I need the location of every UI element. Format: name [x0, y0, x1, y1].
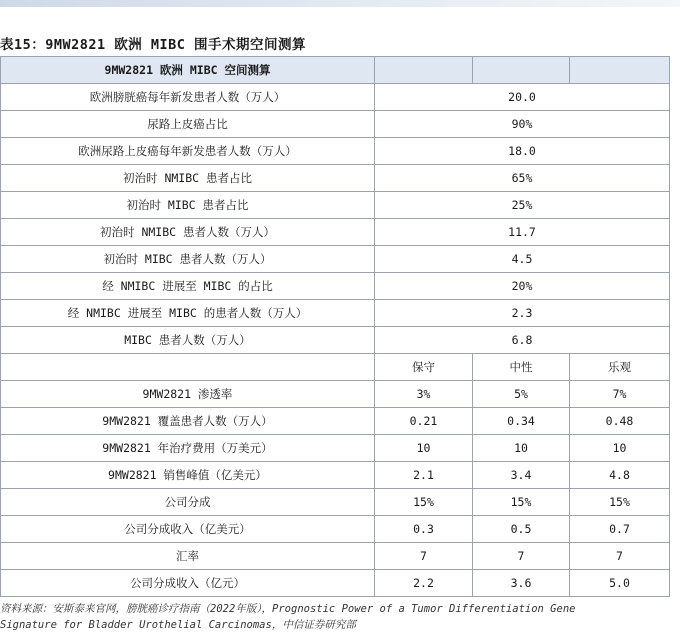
row-label: 9MW2821 渗透率: [1, 381, 375, 408]
table-row: [1, 327, 670, 354]
row-label: 9MW2821 年治疗费用（万美元）: [1, 435, 375, 462]
scenario-value: 3.6: [473, 570, 570, 597]
row-label: 初治时 NMIBC 患者人数（万人）: [1, 219, 375, 246]
row-value: 2.3: [375, 300, 670, 327]
scenario-value: 10: [570, 435, 670, 462]
scenario-value: 10: [375, 435, 473, 462]
row-value: 20.0: [375, 84, 670, 111]
table-header-cell: 9MW2821 欧洲 MIBC 空间测算: [1, 57, 375, 84]
market-size-table: [0, 56, 670, 597]
row-label: 初治时 MIBC 患者占比: [1, 192, 375, 219]
row-value: 65%: [375, 165, 670, 192]
row-label: 经 NMIBC 进展至 MIBC 的占比: [1, 273, 375, 300]
table-row: [1, 516, 670, 543]
scenario-value: 15%: [375, 489, 473, 516]
scenario-value: 0.48: [570, 408, 670, 435]
row-value: 90%: [375, 111, 670, 138]
scenario-value: 5.0: [570, 570, 670, 597]
scenario-value: 4.8: [570, 462, 670, 489]
scenario-value: 2.2: [375, 570, 473, 597]
row-label: 欧洲尿路上皮癌每年新发患者人数（万人）: [1, 138, 375, 165]
table-row: [1, 273, 670, 300]
scenario-value: 7: [570, 543, 670, 570]
scenario-value: 0.21: [375, 408, 473, 435]
table-row: [1, 489, 670, 516]
row-value: 6.8: [375, 327, 670, 354]
row-label: 公司分成: [1, 489, 375, 516]
row-label: 欧洲膀胱癌每年新发患者人数（万人）: [1, 84, 375, 111]
table-row: [1, 165, 670, 192]
scenario-value: 5%: [473, 381, 570, 408]
scenario-value: 0.3: [375, 516, 473, 543]
table-row: [1, 192, 670, 219]
scenario-value: 0.5: [473, 516, 570, 543]
scenario-value: 0.34: [473, 408, 570, 435]
top-decorative-band: [0, 0, 680, 7]
row-value: 25%: [375, 192, 670, 219]
row-label: 初治时 MIBC 患者人数（万人）: [1, 246, 375, 273]
table-row: [1, 408, 670, 435]
row-label: 9MW2821 销售峰值（亿美元）: [1, 462, 375, 489]
scenario-header-empty-cell: [1, 354, 375, 381]
scenario-value: 2.1: [375, 462, 473, 489]
scenario-value: 0.7: [570, 516, 670, 543]
row-label: 尿路上皮癌占比: [1, 111, 375, 138]
table-caption: 表15：9MW2821 欧洲 MIBC 围手术期空间测算: [0, 37, 307, 53]
scenario-value: 7: [473, 543, 570, 570]
table-row: [1, 111, 670, 138]
scenario-value: 3%: [375, 381, 473, 408]
table-row: [1, 84, 670, 111]
scenario-value: 15%: [473, 489, 570, 516]
source-note-line-1: 资料来源：安斯泰来官网，膀胱癌诊疗指南（2022年版），Prognostic Power of a Tumor Differentiation Gene: [0, 603, 576, 615]
header-empty-cell: [473, 57, 570, 84]
row-label: 公司分成收入（亿美元）: [1, 516, 375, 543]
scenario-label: 保守: [375, 354, 473, 381]
table-row: [1, 246, 670, 273]
source-note-line-2: Signature for Bladder Urothelial Carcinomas，中信证券研究部: [0, 619, 356, 631]
table-row: [1, 435, 670, 462]
row-value: 11.7: [375, 219, 670, 246]
scenario-value: 10: [473, 435, 570, 462]
row-label: MIBC 患者人数（万人）: [1, 327, 375, 354]
table-header-row: [1, 57, 670, 84]
table-row: [1, 219, 670, 246]
scenario-value: 7: [375, 543, 473, 570]
header-empty-cell: [570, 57, 670, 84]
scenario-label: 中性: [473, 354, 570, 381]
row-value: 20%: [375, 273, 670, 300]
row-value: 4.5: [375, 246, 670, 273]
scenario-header-row: [1, 354, 670, 381]
scenario-value: 7%: [570, 381, 670, 408]
table-row: [1, 138, 670, 165]
row-value: 18.0: [375, 138, 670, 165]
row-label: 经 NMIBC 进展至 MIBC 的患者人数（万人）: [1, 300, 375, 327]
row-label: 初治时 NMIBC 患者占比: [1, 165, 375, 192]
row-label: 汇率: [1, 543, 375, 570]
row-label: 公司分成收入（亿元）: [1, 570, 375, 597]
scenario-value: 3.4: [473, 462, 570, 489]
row-label: 9MW2821 覆盖患者人数（万人）: [1, 408, 375, 435]
header-empty-cell: [375, 57, 473, 84]
table-row: [1, 462, 670, 489]
scenario-value: 15%: [570, 489, 670, 516]
table-row: [1, 300, 670, 327]
table-row: [1, 570, 670, 597]
table-row: [1, 381, 670, 408]
table-row: [1, 543, 670, 570]
scenario-label: 乐观: [570, 354, 670, 381]
